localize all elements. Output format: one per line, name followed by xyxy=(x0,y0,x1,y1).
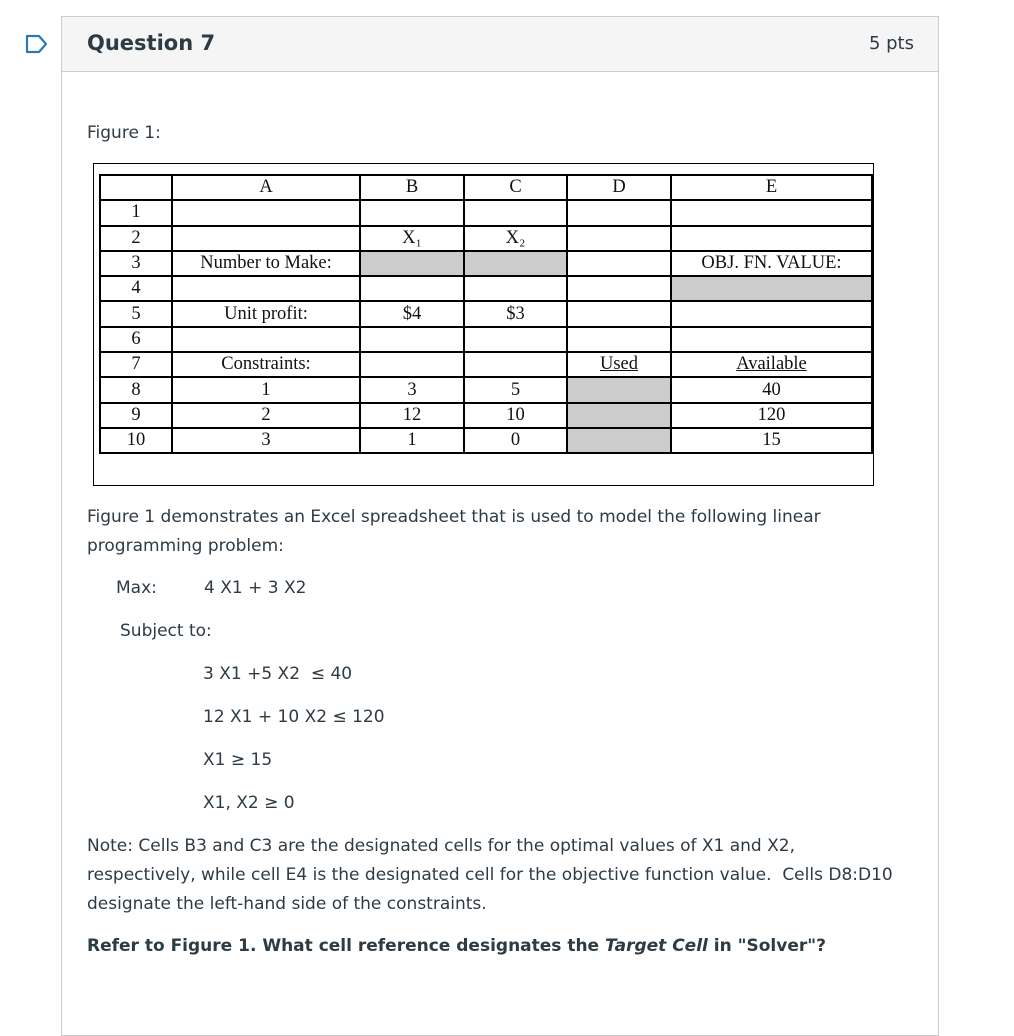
question-points: 5 pts xyxy=(868,33,914,54)
sheet-row-3 xyxy=(100,251,872,276)
prompt-italic: Target Cell xyxy=(605,936,708,956)
cell-c6 xyxy=(464,327,567,352)
cell-b9: 12 xyxy=(360,403,464,428)
cell-b10: 1 xyxy=(360,428,464,453)
cell-c9: 10 xyxy=(464,403,567,428)
sheet-row-2 xyxy=(100,226,872,251)
cell-d4 xyxy=(567,276,671,301)
cell-a5: Unit profit: xyxy=(172,301,360,326)
cell-b7 xyxy=(360,352,464,377)
cell-e6 xyxy=(671,327,872,352)
cell-a8: 1 xyxy=(172,377,360,402)
row-number: 5 xyxy=(100,301,172,326)
cell-e5 xyxy=(671,301,872,326)
cell-d3 xyxy=(567,251,671,276)
header-row xyxy=(100,175,872,200)
col-header-c: C xyxy=(464,175,567,200)
cell-b8: 3 xyxy=(360,377,464,402)
cell-b1 xyxy=(360,200,464,225)
prompt-part1: Refer to Figure 1. What cell reference designates the xyxy=(87,936,606,956)
cell-b6 xyxy=(360,327,464,352)
cell-d5 xyxy=(567,301,671,326)
sheet-row-8 xyxy=(100,377,872,402)
cell-e2 xyxy=(671,226,872,251)
cell-a6 xyxy=(172,327,360,352)
question-header xyxy=(62,17,938,72)
subject-to-label: Subject to: xyxy=(120,621,212,641)
intro-text: Figure 1 demonstrates an Excel spreadsheet that is used to model the following linear programming problem: xyxy=(87,507,821,556)
cell-d7: Used xyxy=(567,352,671,377)
row-number: 9 xyxy=(100,403,172,428)
cell-e9: 120 xyxy=(671,403,872,428)
row-number: 2 xyxy=(100,226,172,251)
cell-d6 xyxy=(567,327,671,352)
col-header-a: A xyxy=(172,175,360,200)
cell-a1 xyxy=(172,200,360,225)
cell-b4 xyxy=(360,276,464,301)
sheet-row-5 xyxy=(100,301,872,326)
cell-b3 xyxy=(360,251,464,276)
constraint-4: X1, X2 ≥ 0 xyxy=(203,793,295,813)
constraint-1: 3 X1 +5 X2 ≤ 40 xyxy=(203,664,353,684)
prompt-part2: in "Solver"? xyxy=(707,936,826,956)
sheet-row-1 xyxy=(100,200,872,225)
question-title: Question 7 xyxy=(87,31,216,55)
cell-c7 xyxy=(464,352,567,377)
corner-cell xyxy=(100,175,172,200)
cell-e3: OBJ. FN. VALUE: xyxy=(671,251,872,276)
bookmark-flag-icon[interactable] xyxy=(25,34,49,54)
row-number: 7 xyxy=(100,352,172,377)
cell-a2 xyxy=(172,226,360,251)
cell-e10: 15 xyxy=(671,428,872,453)
sheet-row-6 xyxy=(100,327,872,352)
cell-c5: $3 xyxy=(464,301,567,326)
constraint-3: X1 ≥ 15 xyxy=(203,750,273,770)
cell-a3: Number to Make: xyxy=(172,251,360,276)
cell-c4 xyxy=(464,276,567,301)
cell-e8: 40 xyxy=(671,377,872,402)
spreadsheet-figure xyxy=(93,163,874,486)
row-number: 4 xyxy=(100,276,172,301)
cell-c8: 5 xyxy=(464,377,567,402)
spreadsheet-table xyxy=(99,174,873,454)
cell-d9 xyxy=(567,403,671,428)
row-number: 3 xyxy=(100,251,172,276)
sheet-row-9 xyxy=(100,403,872,428)
cell-e7: Available xyxy=(671,352,872,377)
row-number: 1 xyxy=(100,200,172,225)
sheet-row-7 xyxy=(100,352,872,377)
question-prompt xyxy=(87,932,907,961)
cell-d1 xyxy=(567,200,671,225)
cell-a9: 2 xyxy=(172,403,360,428)
row-number: 6 xyxy=(100,327,172,352)
note-text: Note: Cells B3 and C3 are the designated cells for the optimal values of X1 and X2, respectively, while cell E4 is the designated cell for the objective function value. Cells D8:D10 designate the left-hand side of the constraints. xyxy=(87,836,899,914)
max-label: Max: xyxy=(116,578,157,598)
cell-a10: 3 xyxy=(172,428,360,453)
cell-b2: X₁ xyxy=(360,226,464,251)
sheet-row-4 xyxy=(100,276,872,301)
row-number: 8 xyxy=(100,377,172,402)
cell-c1 xyxy=(464,200,567,225)
row-number: 10 xyxy=(100,428,172,453)
objective-function: 4 X1 + 3 X2 xyxy=(204,578,307,598)
cell-c2: X₂ xyxy=(464,226,567,251)
constraint-2: 12 X1 + 10 X2 ≤ 120 xyxy=(203,707,385,727)
cell-d2 xyxy=(567,226,671,251)
cell-a4 xyxy=(172,276,360,301)
cell-e4 xyxy=(671,276,872,301)
cell-c3 xyxy=(464,251,567,276)
cell-e1 xyxy=(671,200,872,225)
question-card xyxy=(61,16,939,1036)
col-header-b: B xyxy=(360,175,464,200)
figure-label: Figure 1: xyxy=(87,123,161,143)
col-header-d: D xyxy=(567,175,671,200)
col-header-e: E xyxy=(671,175,872,200)
cell-a7: Constraints: xyxy=(172,352,360,377)
cell-c10: 0 xyxy=(464,428,567,453)
cell-b5: $4 xyxy=(360,301,464,326)
cell-d10 xyxy=(567,428,671,453)
cell-d8 xyxy=(567,377,671,402)
sheet-row-10 xyxy=(100,428,872,453)
